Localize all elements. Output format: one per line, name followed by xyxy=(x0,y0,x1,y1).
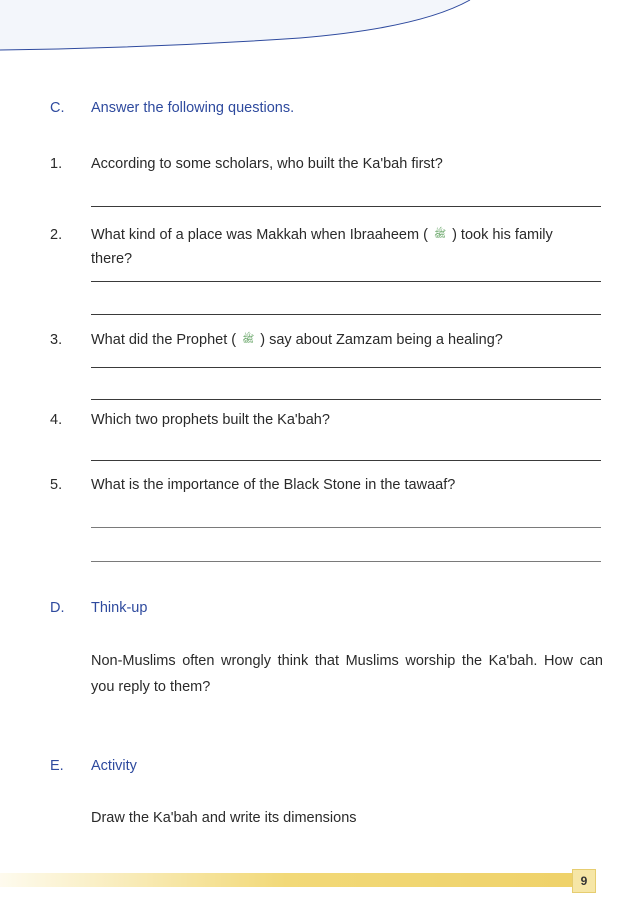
question-text: What is the importance of the Black Stone in the tawaaf? xyxy=(91,477,456,493)
footer-accent-bar xyxy=(0,873,572,887)
section-d-body: Non-Muslims often wrongly think that Muslims worship the Ka'bah. How can you reply to them? xyxy=(91,653,603,695)
answer-line[interactable] xyxy=(91,460,601,461)
honorific-icon: ﷺ xyxy=(433,229,447,241)
question-number: 1. xyxy=(50,156,63,172)
question-number: 4. xyxy=(50,412,63,428)
question-text: According to some scholars, who built the Ka'bah first? xyxy=(91,156,443,172)
answer-line[interactable] xyxy=(91,206,601,207)
question-text-part: What kind of a place was Makkah when Ibraaheem ( xyxy=(91,227,428,243)
section-c-letter: C. xyxy=(50,100,65,116)
section-c-heading: Answer the following questions. xyxy=(91,100,295,116)
answer-line[interactable] xyxy=(91,314,601,315)
question-number: 2. xyxy=(50,227,63,243)
question-number: 3. xyxy=(50,332,63,348)
answer-line[interactable] xyxy=(91,561,601,562)
top-decorative-wave xyxy=(0,0,638,60)
question-text-part: What did the Prophet ( xyxy=(91,332,237,348)
answer-line[interactable] xyxy=(91,399,601,400)
question-text xyxy=(91,328,606,352)
question-text-part: there? xyxy=(91,251,133,268)
honorific-icon: ﷺ xyxy=(242,334,255,346)
section-e-heading: Activity xyxy=(91,758,137,774)
answer-line[interactable] xyxy=(91,281,601,282)
question-text-part: ) took his family xyxy=(452,227,553,243)
question-text xyxy=(91,223,606,271)
page-number-box xyxy=(572,869,596,893)
answer-line[interactable] xyxy=(91,527,601,528)
section-e-body: Draw the Ka'bah and write its dimensions xyxy=(91,810,357,826)
question-number: 5. xyxy=(50,477,63,493)
section-d-heading: Think-up xyxy=(91,600,148,616)
page-number: 9 xyxy=(580,874,588,888)
section-e-letter: E. xyxy=(50,758,64,774)
question-text: Which two prophets built the Ka'bah? xyxy=(91,412,330,428)
answer-line[interactable] xyxy=(91,367,601,368)
question-text-part: ) say about Zamzam being a healing? xyxy=(260,332,503,348)
section-d-letter: D. xyxy=(50,600,65,616)
